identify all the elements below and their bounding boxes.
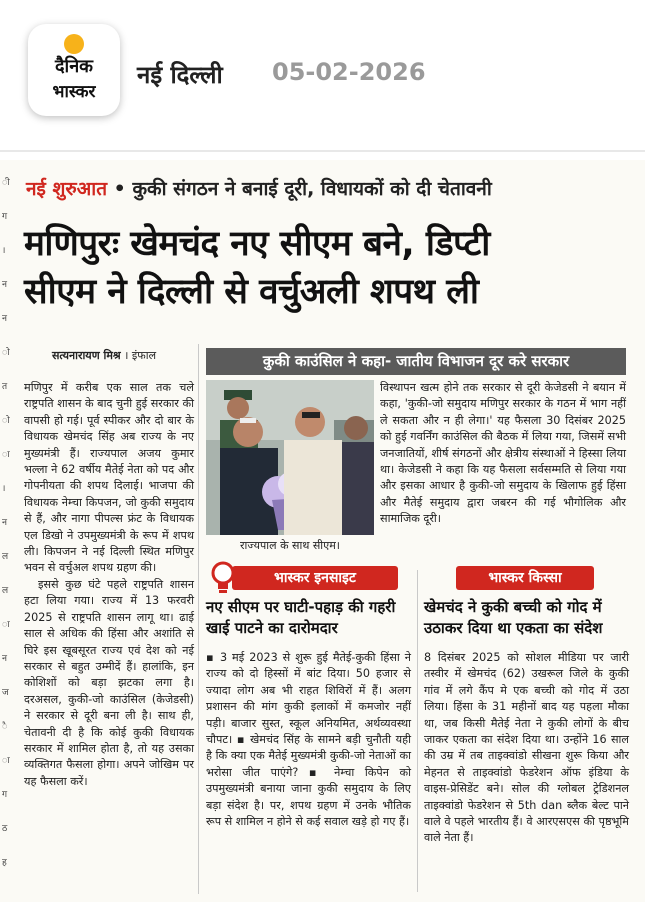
edge-fragment: ो xyxy=(2,348,10,358)
edge-fragment: न xyxy=(2,314,7,324)
cm-governor-photo xyxy=(206,380,374,535)
bhaskar-kissa-label: भास्कर किस्सा xyxy=(456,566,594,590)
edge-fragment: ी xyxy=(2,178,10,188)
edge-fragment: न xyxy=(2,518,7,528)
edge-fragment: ल xyxy=(2,586,9,596)
kissa-title: खेमचंद ने कुकी बच्ची को गोद में उठाकर दिया था एकता का संदेश xyxy=(424,598,603,637)
insight-title: नए सीएम पर घाटी-पहाड़ की गहरी खाई पाटने का दारोमदार xyxy=(206,598,396,637)
article-headline xyxy=(24,220,634,316)
kissa-body: 8 दिसंबर 2025 को सोशल मीडिया पर जारी तस्वीर में खेमचंद (62) उखरूल जिले के कुकी गांव में लगे कैंप मे एक बच्ची को गोद में उठा लिया। हिंसा के 31 महीनों बाद यह पहला मौका था, जब किसी मैतेई नेता ने कुकी लोगों के बीच जाकर एकता का संदेश दिया था। उन्होंने 16 साल की उम्र में तब ताइक्वांडो सीखना शुरू किया और मेहनत से ताइक्वांडो फेडरेशन ऑफ इंडिया के वाइस-प्रेसिडेंट बने। सोल की ग्लोबल ट्रेडिशनल ताइक्वांडो फेडरेशन से 5th dan ब्लैक बेल्ट पाने वाले वे पहले भारतीय हैं। वे आरएसएस की पृष्ठभूमि वाले नेता हैं। xyxy=(424,651,629,845)
article-kicker xyxy=(26,175,492,201)
edge-fragment: ा xyxy=(2,756,10,766)
edge-fragment: न xyxy=(2,654,7,664)
kicker-label: नई शुरुआत xyxy=(26,178,108,200)
photo-caption: राज्यपाल के साथ सीएम। xyxy=(240,539,340,552)
column-divider-2 xyxy=(417,570,418,892)
app-header xyxy=(0,0,645,142)
edge-fragment: न xyxy=(2,280,7,290)
bhaskar-insight-label: भास्कर इनसाइट xyxy=(232,566,398,590)
edition-city: नई दिल्ली xyxy=(137,61,223,89)
byline xyxy=(52,348,156,363)
edge-fragment: ै xyxy=(2,722,8,732)
edition-date: 05-02-2026 xyxy=(272,58,426,86)
sun-icon xyxy=(64,34,84,54)
edge-fragment: ल xyxy=(2,552,9,562)
edge-fragment: ज xyxy=(2,688,9,698)
main-paragraph-2: इससे कुछ घंटे पहले राष्ट्रपति शासन हटा लिया गया। राज्य में 13 फरवरी 2025 से राष्ट्रपति शासन लागू था। ढाई साल से अधिक की हिंसा और अशांति से घिरे इस खूबसूरत राज्य एवं देश को नई सरकार से बहुत उम्मीदें हैं। हालांकि, इन कोशिशों को बड़ा झटका लगा है। दरअसल, कुकी-जो काउंसिल (केजेडसी) ने सरकार से दूरी बना ली है। साथ ही, चेतावनी दी है कि कोई कुकी विधायक सरकार में शामिल होता है, तो यह उसका व्यक्तिगत फैसला होगा। अपने जोखिम पर यह फैसला करें। xyxy=(24,577,194,788)
byline-separator: । xyxy=(124,349,129,362)
main-story-column xyxy=(24,380,194,790)
insight-body: ▪ 3 मई 2023 से शुरू हुई मैतेई-कुकी हिंसा ने राज्य को दो हिस्सों में बांट दिया। 50 हजार से ज्यादा लोग अब भी राहत शिविरों में हैं। अलग प्रशासन की मांग कुकी इलाकों में कमजोर नहीं पड़ी। बाजार सुस्त, स्कूल अनियमित, अर्थव्यवस्था चौपट। ▪ खेमचंद सिंह के सामने बड़ी चुनौती यही है कि क्या एक मैतेई मुख्यमंत्री कुकी-जो नेताओं का भरोसा जीत पाएंगे? ▪ नेम्चा किपेन को उपमुख्यमंत्री बनाया जाना कुकी समुदाय के लिए बड़ा संदेश है। पर, शपथ ग्रहण में उनके भौतिक रूप से शामिल न होने से कई सवाल खड़े हो गए हैं। xyxy=(206,651,411,829)
headline-line-1: मणिपुरः खेमचंद नए सीएम बने, डिप्टी xyxy=(24,224,490,264)
logo-text-line2: भास्कर xyxy=(52,82,96,102)
subheading-banner: कुकी काउंसिल ने कहा- जातीय विभाजन दूर करे सरकार xyxy=(206,348,626,375)
photo-illustration xyxy=(206,380,374,535)
edge-fragment: ो xyxy=(2,416,10,426)
kicker-text: कुकी संगठन ने बनाई दूरी, विधायकों को दी चेतावनी xyxy=(132,178,492,200)
adjacent-column-edge xyxy=(0,175,12,895)
edge-fragment: ग xyxy=(2,790,8,800)
byline-place: इंफाल xyxy=(131,349,157,362)
edge-fragment: ठ xyxy=(2,824,8,834)
edge-fragment: । xyxy=(2,246,6,256)
edge-fragment: ा xyxy=(2,620,10,630)
headline-line-2: सीएम ने दिल्ली से वर्चुअली शपथ ली xyxy=(24,272,479,312)
edge-fragment: ा xyxy=(2,450,10,460)
edge-fragment: । xyxy=(2,484,6,494)
dainik-bhaskar-logo[interactable] xyxy=(28,24,120,116)
kzc-statement-column: विस्थापन खत्म होने तक सरकार से दूरी केजेडसी ने बयान में कहा, 'कुकी-जो समुदाय मणिपुर सरकार के गठन में भाग नहीं ले सकता और न ही लेगा।' यह फैसला 30 दिसंबर 2025 को हुई गवर्निंग काउंसिल की बैठक में लिया गया, जिसमें सभी जनजातियों, शीर्ष संगठनों और क्षेत्रीय संस्थाओं ने हिस्सा लिया था। केजेडसी ने कहा कि यह फैसला सर्वसम्मति से लिया गया और इसका आधार है कुकी-जो समुदाय के खिलाफ हुई हिंसा और मैतेई समुदाय द्वारा जबरन की गई भौगोलिक और सामाजिक दूरी। xyxy=(380,381,626,526)
edge-fragment: त xyxy=(2,382,8,392)
edge-fragment: ह xyxy=(2,858,7,868)
main-paragraph-1: मणिपुर में करीब एक साल तक चले राष्ट्रपति शासन के बाद चुनी हुई सरकार की वापसी हो गई। पूर्व स्पीकर और दो बार के विधायक खेमचंद सिंह अब राज्य के नए मुख्यमंत्री हैं। राज्यपाल अजय कुमार भल्ला ने 62 वर्षीय मैतेई नेता को पद और गोपनीयता की शपथ दिलाई। भाजपा की विधायक नेम्चा किपजन, जो कुकी समुदाय से हैं, और नागा पीपल्स फ्रंट के विधायक एल डिखो ने उपमुख्यमंत्री के रूप में शपथ ली। किपजन ने नई दिल्ली स्थित मणिपुर भवन से वर्चुअल शपथ ग्रहण की। xyxy=(24,381,194,575)
edge-fragment: ग xyxy=(2,212,8,222)
byline-author: सत्यनारायण मिश्र xyxy=(52,349,121,362)
column-divider xyxy=(198,344,199,894)
logo-text-line1: दैनिक xyxy=(54,56,94,77)
kicker-bullet: • xyxy=(113,178,126,200)
header-divider xyxy=(0,150,645,152)
